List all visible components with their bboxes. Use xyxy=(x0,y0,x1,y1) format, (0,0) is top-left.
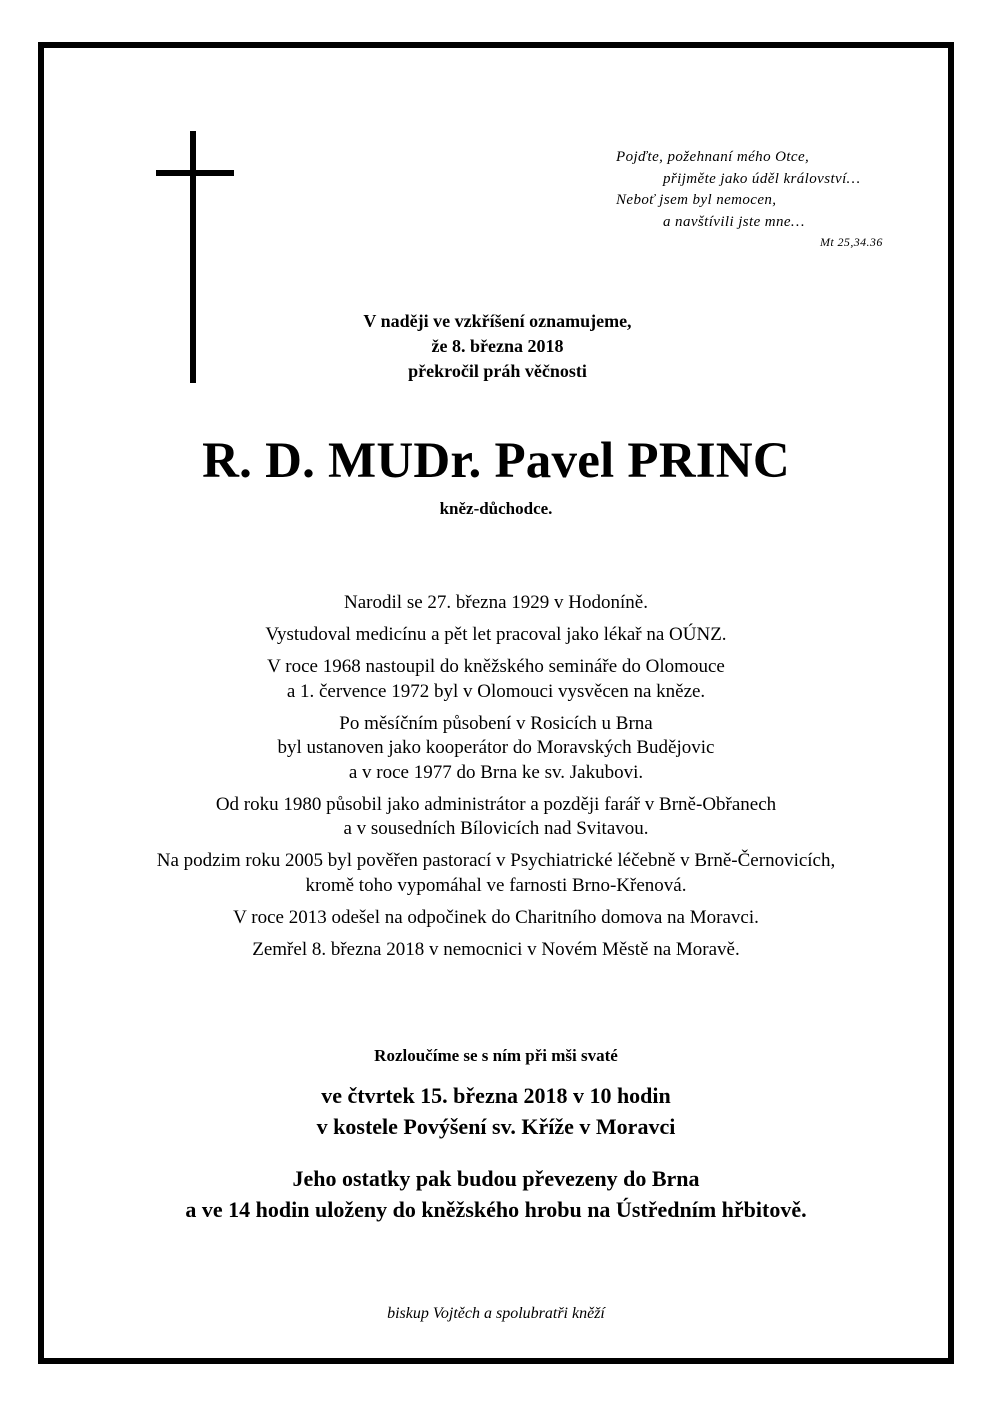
biography-line: byl ustanoven jako kooperátor do Moravských Budějovic xyxy=(277,737,715,759)
ceremony-details xyxy=(0,1080,992,1142)
deceased-title: kněz-důchodce. xyxy=(439,499,553,518)
biography-line: Zemřel 8. března 2018 v nemocnici v Novém Městě na Moravě. xyxy=(252,939,740,961)
ceremony-line: ve čtvrtek 15. března 2018 v 10 hodin xyxy=(321,1083,671,1108)
biography-line: Od roku 1980 působil jako administrátor a později farář v Brně-Obřanech xyxy=(215,793,777,815)
quote-line: Pojďte, požehnaní mého Otce, xyxy=(616,149,810,165)
biography-line: Vystudoval medicínu a pět let pracoval jako lékař na OÚNZ. xyxy=(265,624,727,646)
biography xyxy=(0,591,992,970)
ceremony-line: v kostele Povýšení sv. Kříže v Moravci xyxy=(316,1114,676,1139)
biography-line: V roce 1968 nastoupil do kněžského semináře do Olomouce xyxy=(267,656,725,678)
biography-paragraph xyxy=(0,591,992,616)
biography-paragraph xyxy=(0,938,992,963)
burial-details xyxy=(0,1163,992,1225)
signature: biskup Vojtěch a spolubratři kněží xyxy=(387,1305,605,1322)
biography-paragraph xyxy=(0,906,992,931)
biography-paragraph xyxy=(0,849,992,898)
announcement-line: že 8. března 2018 xyxy=(431,336,564,356)
quote-reference: Mt 25,34.36 xyxy=(820,235,883,249)
biography-line: V roce 2013 odešel na odpočinek do Charitního domova na Moravci. xyxy=(233,907,759,929)
biography-line: a v roce 1977 do Brna ke sv. Jakubovi. xyxy=(348,761,644,783)
quote-line: přijměte jako úděl království… xyxy=(663,170,861,187)
biography-paragraph xyxy=(0,793,992,842)
biography-line: a 1. července 1972 byl v Olomouci vysvěcen na kněze. xyxy=(286,680,706,702)
bible-quote xyxy=(616,147,916,251)
biography-line: Na podzim roku 2005 byl pověřen pastorací v Psychiatrické léčebně v Brně-Černovicích, xyxy=(156,850,836,872)
deceased-name: R. D. MUDr. Pavel PRINC xyxy=(202,433,790,489)
biography-line: kromě toho vypomáhal ve farnosti Brno-Křenová. xyxy=(305,874,687,896)
biography-line: Narodil se 27. března 1929 v Hodoníně. xyxy=(344,592,648,613)
announcement-line: překročil práh věčnosti xyxy=(408,361,587,381)
burial-line: Jeho ostatky pak budou převezeny do Brna xyxy=(292,1166,700,1191)
announcement-line: V naději ve vzkříšení oznamujeme, xyxy=(363,311,632,331)
biography-paragraph xyxy=(0,712,992,786)
biography-paragraph xyxy=(0,655,992,704)
biography-paragraph xyxy=(0,623,992,648)
quote-line: Neboť jsem byl nemocen, xyxy=(616,192,777,208)
biography-line: Po měsíčním působení v Rosicích u Brna xyxy=(339,712,653,734)
burial-line: a ve 14 hodin uloženy do kněžského hrobu na Ústředním hřbitově. xyxy=(185,1197,807,1222)
farewell-intro: Rozloučíme se s ním při mši svaté xyxy=(374,1046,618,1065)
biography-line: a v sousedních Bílovicích nad Svitavou. xyxy=(343,818,649,840)
quote-line: a navštívili jste mne… xyxy=(663,213,805,230)
cross-horizontal-beam xyxy=(156,170,234,176)
announcement xyxy=(0,309,992,384)
